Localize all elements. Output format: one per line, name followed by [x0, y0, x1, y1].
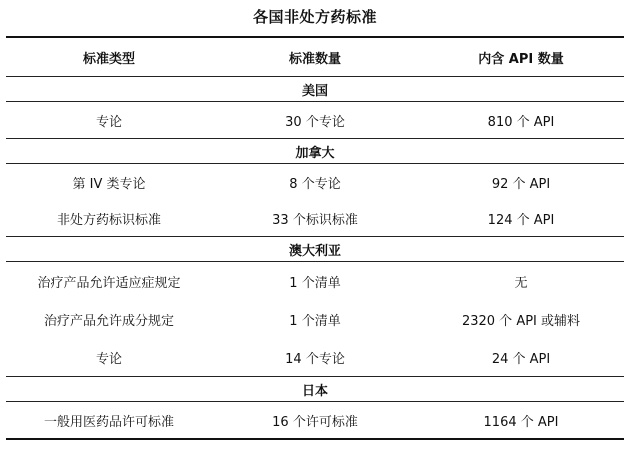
header-standard-count: 标准数量	[212, 37, 418, 77]
cell-standard-type: 治疗产品允许适应症规定	[37, 275, 181, 291]
group-row-australia	[6, 237, 624, 262]
header-row	[6, 37, 624, 77]
cell-standard-count: 16 个许可标准	[212, 402, 418, 440]
cell-api-count: 1164 个 API	[418, 402, 624, 440]
country-label: 美国	[6, 77, 624, 102]
cell-standard-count: 8 个专论	[289, 176, 341, 192]
country-label: 日本	[6, 377, 624, 402]
header-api-count: 内含 API 数量	[418, 37, 624, 77]
cell-api-count: 24 个 API	[491, 351, 551, 367]
table-row	[6, 402, 624, 440]
cell-api-count: 92 个 API	[491, 176, 551, 192]
cell-standard-type: 第 IV 类专论	[72, 176, 146, 192]
cell-standard-type: 非处方药标识标准	[56, 212, 161, 228]
country-label: 加拿大	[6, 139, 624, 164]
cell-standard-count: 33 个标识标准	[272, 212, 358, 228]
header-standard-type: 标准类型	[6, 37, 212, 77]
table-row	[6, 102, 624, 139]
cell-standard-type: 专论	[95, 114, 122, 130]
country-label: 澳大利亚	[6, 237, 624, 262]
table-row	[6, 338, 624, 377]
cell-standard-count: 1 个清单	[289, 275, 341, 291]
cell-standard-count: 14 个专论	[285, 351, 345, 367]
otc-standards-table	[6, 36, 624, 440]
table-row	[6, 262, 624, 301]
cell-api-count: 124 个 API	[487, 212, 555, 228]
cell-standard-count: 1 个清单	[289, 313, 341, 329]
table-row	[6, 300, 624, 338]
cell-api-count: 无	[514, 275, 528, 291]
cell-api-count: 2320 个 API 或辅料	[461, 313, 581, 329]
table-row	[6, 200, 624, 237]
cell-api-count: 810 个 API	[487, 114, 555, 130]
group-row-usa	[6, 77, 624, 102]
cell-standard-type: 治疗产品允许成分规定	[43, 313, 174, 329]
cell-standard-type: 专论	[95, 351, 122, 367]
group-row-canada	[6, 139, 624, 164]
cell-standard-count: 30 个专论	[285, 114, 345, 130]
group-row-japan	[6, 377, 624, 402]
cell-standard-type: 一般用医药品许可标准	[6, 402, 212, 440]
table-row	[6, 164, 624, 201]
table-title: 各国非处方药标准	[252, 8, 377, 26]
